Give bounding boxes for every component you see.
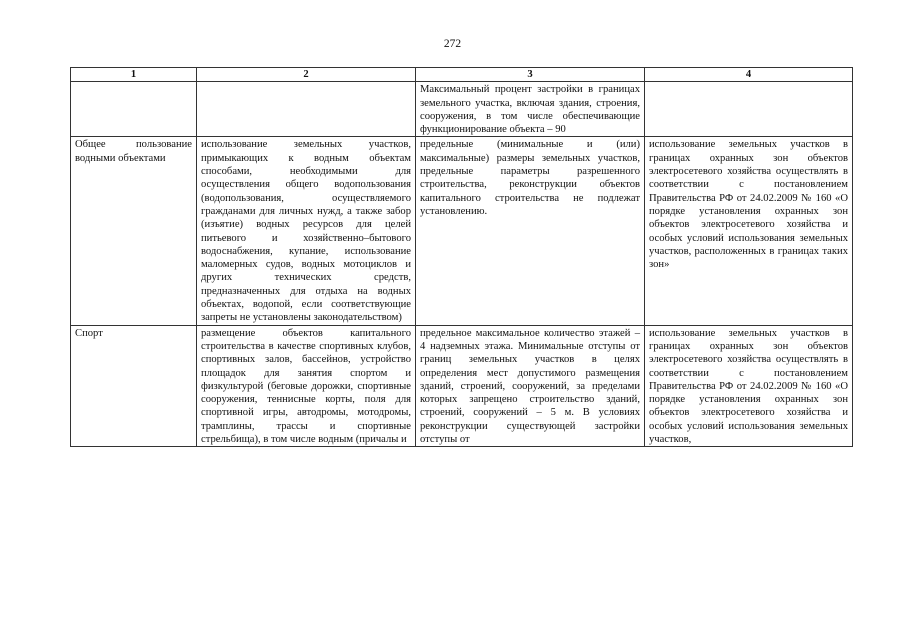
column-header-2: 2 [197, 68, 416, 82]
cell-parameters: предельные (минимальные и (или) максимальные) размеры земельных участков, предельные параметры разрешенного строительства, реконструкции объектов капитального строительства не подлежат установлению. [416, 137, 645, 325]
cell-restrictions: использование земельных участков в границах охранных зон объектов электросетевого хозяйства осуществлять в соответствии с постановлением Правительства РФ от 24.02.2009 № 160 «О порядке установления охранных зон объектов электросетевого хозяйства и особых условий использования земельных участков, расположенных в границах таких зон» [645, 137, 853, 325]
cell-land-use-type: Спорт [71, 325, 197, 447]
table-row [71, 325, 853, 447]
cell-description: использование земельных участков, примыкающих к водным объектам способами, необходимыми для осуществления общего водопользования (водопользования, осуществляемого гражданами для личных нужд, а также забор (изъятие) водных ресурсов для целей питьевого и хозяйственно–бытового водоснабжения, купание, использование маломерных судов, водных мотоциклов и других технических средств, предназначенных для отдыха на водных объектах, водопой, если соответствующие запреты не установлены законодательством) [197, 137, 416, 325]
cell-description: размещение объектов капитального строительства в качестве спортивных клубов, спортивных залов, бассейнов, устройство площадок для занятия спортом и физкультурой (беговые дорожки, спортивные сооружения, теннисные корты, поля для спортивной игры, автодромы, мотодромы, трамплины, трассы и спортивные стрельбища), в том числе водным (причалы и [197, 325, 416, 447]
column-header-3: 3 [416, 68, 645, 82]
column-header-1: 1 [71, 68, 197, 82]
cell-restrictions: использование земельных участков в границах охранных зон объектов электросетевого хозяйства осуществлять в соответствии с постановлением Правительства РФ от 24.02.2009 № 160 «О порядке установления охранных зон объектов электросетевого хозяйства и особых условий использования земельных участков, [645, 325, 853, 447]
header-row [71, 68, 853, 82]
page-number: 272 [443, 38, 462, 50]
cell-description [197, 82, 416, 137]
column-header-4: 4 [645, 68, 853, 82]
regulations-table [70, 67, 853, 447]
cell-restrictions [645, 82, 853, 137]
table-row [71, 82, 853, 137]
cell-land-use-type: Общее пользование водными объектами [71, 137, 197, 325]
cell-parameters: Максимальный процент застройки в границах земельного участка, включая здания, строения, сооружения, в том числе обеспечивающие функционирование объекта – 90 [416, 82, 645, 137]
table-row [71, 137, 853, 325]
cell-land-use-type [71, 82, 197, 137]
cell-parameters: предельное максимальное количество этажей – 4 надземных этажа. Минимальные отступы от границ земельных участков в целях определения мест допустимого размещения зданий, строений, сооружений, за пределами которых запрещено строительство зданий, строений, сооружений – 5 м. В условиях реконструкции существующей застройки отступы от [416, 325, 645, 447]
